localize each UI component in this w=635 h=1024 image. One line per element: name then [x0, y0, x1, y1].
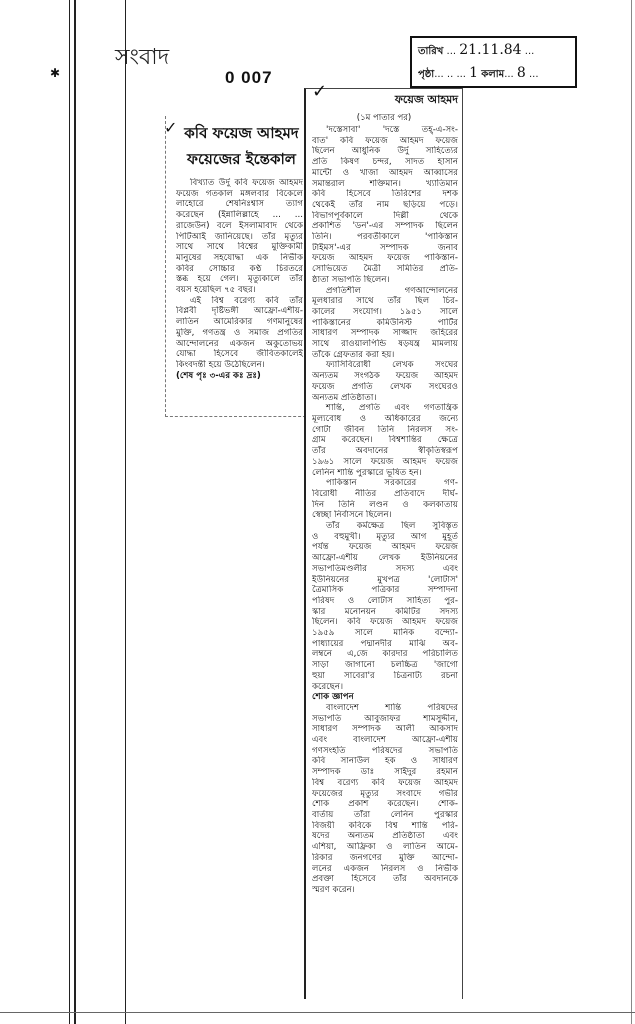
text-line: পরিষদ ও লোটাস সাহিত্য পুর- [312, 595, 458, 606]
text-line: বিশ্ব বরেণ্য কবি ফয়েজ আহমদ [312, 777, 458, 788]
text-line: শোক প্রকাশ করেছেন। শোক- [312, 799, 458, 810]
margin-rule [125, 0, 126, 1024]
text-line: প্রগতিশীল গণআন্দোলনের [326, 285, 458, 296]
margin-rule [74, 0, 76, 1024]
text-line: ও বহুমুখী। মৃত্যুর আগ মুহূর্ত [312, 531, 458, 542]
text-line: লাতিন আমেরিকার গণমানুষের [176, 317, 303, 328]
text-line: গোটা জীবন তিনি নিরলস সং- [312, 424, 458, 435]
text-line: গ্রাম করেছেন। বিশ্বশান্তির ক্ষেত্রে [312, 435, 458, 446]
text-line: ফয়েজ প্রগতি লেখক সংঘেরও [312, 381, 458, 392]
text-line: পর্যন্ত ফয়েজ আহমদ ফয়েজ [312, 542, 458, 553]
text-line: থেকেই তাঁর নাম ছড়িয়ে পড়ে। [312, 199, 458, 210]
text-line: পাকিস্তান সরকারের গণ- [326, 478, 458, 489]
text-line: ফ্যাসিবিরোধী লেখক সংঘের [326, 360, 458, 371]
text-line: লেনিন শান্তি পুরস্কারে ভূষিত হন। [312, 467, 422, 478]
text-line: স্কার মনোনয়ন কমিটির সদস্য [312, 606, 458, 617]
text-line: পিটিআই জানিয়েছে। তাঁর মৃত্যুর [176, 231, 303, 242]
bottom-rule [0, 1012, 635, 1013]
text-line: দিন তিনি লণ্ডন ও কলকাতায় [312, 499, 458, 510]
text-line: এবং বাংলাদেশ আফ্রো-এশীয় [312, 735, 458, 746]
text-line: ফয়েজ আহমদ ফয়েজ পাকিস্তান- [312, 253, 458, 264]
text-line: প্রবক্তা হিসেবে তাঁর অবদানকে [312, 874, 458, 885]
text-line: তাঁর অবদানের স্বীকৃতিস্বরূপ [312, 446, 458, 457]
text-line: এই বিশ্ব বরেণ্য কবি তাঁর [190, 295, 303, 306]
text-line: ছিলেন আধুনিক উর্দু সাহিত্যের [312, 146, 458, 157]
text-line: লনের একজন নিরলস ও নির্ভীক [312, 863, 458, 874]
text-line: সাড়া জাগানো চলচ্চিত্র 'জাগো [312, 660, 458, 671]
text-line: সোভিয়েত মৈত্রী সমিতির প্রতি- [312, 264, 458, 275]
text-line: কবি সানাউল হক ও সাধারণ [312, 756, 458, 767]
text-line: বাত' কবি ফয়েজ আহমদ ফয়েজ [312, 135, 458, 146]
article-body [166, 172, 306, 381]
text-line: কিংবদন্তী হয়ে উঠেছিলেন। [176, 359, 265, 370]
text-line: পাকিস্তানের কমিউনিস্ট পার্টির [312, 317, 458, 328]
text-line: টাইমস'-এর সম্পাদক জনাব [312, 242, 458, 253]
text-line: সাধারণ সম্পাদক আলী আকসাদ [312, 724, 458, 735]
text-line: সম্পাদক ডাঃ সাইদুর রহমান [312, 767, 458, 778]
text-line: গণসংহতি পরিষদের সভাপতি [312, 745, 458, 756]
text-line: বিভাগপূর্বকালে দিল্লী থেকে [312, 210, 458, 221]
text-line: ১৯৫৯ সালে মানিক বন্দ্যো- [312, 628, 458, 639]
headline [166, 116, 306, 172]
text-line: ফয়েজের মৃত্যুর সংবাদে গভীর [312, 788, 458, 799]
text-line: ইউনিয়নের মুখপত্র 'লোটাস' [312, 574, 458, 585]
text-line: কবির সোচ্চার কণ্ঠ চিরতরে [176, 263, 303, 274]
text-line: সমান্তরাল শক্তিমান। খ্যাতিমান [312, 178, 458, 189]
column-value: 8 [516, 65, 526, 81]
text-line: করেছেন। [312, 681, 344, 692]
text-line: প্রকাশিত 'ডন'-এর সম্পাদক ছিলেন [312, 221, 458, 232]
text-line: 'দস্তেসাবা' 'দস্তে তহ্-এ-সং- [326, 125, 458, 135]
text-line: সাথে সাথে বিশ্বের মুক্তিকামী [176, 242, 303, 253]
text-line: বিরোধী নীতির প্রতিবাদে দীর্ঘ- [312, 488, 458, 499]
text-line: বিজয়ী কবিকে বিশ্ব শান্তি পরি- [312, 820, 458, 831]
text-line: ষ্ঠাতা সভাপতি ছিলেন। [312, 274, 390, 285]
margin-rule [69, 0, 70, 1024]
article-body [306, 125, 462, 896]
headline-line-1: কবি ফয়েজ আহমদ [184, 124, 299, 142]
text-line: অন্যতম সংগঠক ফয়েজ আহমদ [312, 371, 458, 382]
date-stamp: তারিখ ... 21.11.84 ... পৃষ্ঠা... .. ... 1 কলাম... 8 ... [410, 36, 577, 88]
text-line: সাথে রাওয়ালপিন্ডি ষড়যন্ত্র মামলায় [312, 339, 458, 350]
text-line: পাধ্যায়ের পদ্মানদীর মাঝি অব- [312, 638, 458, 649]
text-line: লাহোরে শেষনিঃশ্বাস ত্যাগ [176, 199, 303, 210]
text-line: এশিয়া, আফ্রিকা ও লাতিন আমে- [312, 842, 458, 853]
text-line: করেছেন (ইন্নালিল্লাহে ... ... [176, 210, 303, 221]
text-line: স্তব্ধ হয়ে গেল। মৃত্যুকালে তাঁর [176, 274, 303, 285]
text-line: তাঁকে গ্রেফতার করা হয়। [312, 349, 395, 360]
text-line: বিখ্যাত উর্দু কবি ফয়েজ আহমদ [190, 178, 303, 188]
page-value: 1 [469, 65, 479, 81]
text-line: যোদ্ধা হিসেবে জীবিতকালেই [176, 349, 303, 360]
text-line: ষদের অন্যতম প্রতিষ্ঠাতা এবং [312, 831, 458, 842]
text-line: মান্টো ও খাজা আহমদ আব্বাসের [312, 167, 458, 178]
text-line: ত্রৈমাসিক পত্রিকার সম্পাদনা [312, 585, 458, 596]
check-mark-icon: ✓ [164, 118, 178, 137]
text-line: ১৯৬১ সালে ফয়েজ আহমদ ফয়েজ [312, 456, 458, 467]
margin-mark: ✱ [50, 66, 61, 80]
headline-line-2: ফয়েজের ইন্তেকাল [187, 150, 296, 168]
text-line: মানুষের সহযোদ্ধা এক নির্ভীক [176, 252, 303, 263]
column-label: কলাম [481, 69, 505, 80]
text-line: শান্তি, প্রগতি এবং গণতান্ত্রিক [326, 403, 458, 414]
text-line: সভাপতি আবুজাফর শামসুদ্দীন, [312, 713, 458, 724]
text-line: তিনি। পরবর্তীকালে 'পাকিস্তান [312, 232, 458, 243]
text-line: আন্দোলনের একজন অকুতোভয় [176, 338, 303, 349]
news-clipping-main [165, 116, 306, 417]
text-line: প্রতি কিষণ চন্দর, সাদত হাসান [312, 157, 458, 168]
page-label: পৃষ্ঠা [418, 69, 435, 80]
text-line: রাজেউন) বলে ইসলামাবাদ থেকে [176, 220, 303, 231]
text-line: সভাপতিমণ্ডলীর সদস্য এবং [312, 563, 458, 574]
text-line: ফয়েজ গতকাল মঙ্গলবার বিকেলে [176, 188, 303, 199]
date-label: তারিখ [418, 46, 444, 57]
news-clipping-continuation [304, 81, 463, 999]
text-line: কবি হিসেবে তিরিশের দশক [312, 189, 458, 200]
text-line: তাঁর কর্মক্ষেত্র ছিল সুবিস্তৃত [326, 521, 458, 532]
text-line: আফ্রো-এশীয় লেখক ইউনিয়নের [312, 553, 458, 564]
text-line: মুক্তি, গণতন্ত্র ও সমাজ প্রগতির [176, 327, 303, 338]
text-line: সাধারণ সম্পাদক সাজ্জাদ জহিরের [312, 328, 458, 339]
page-edge [631, 0, 632, 1024]
text-line: বার্তায় তাঁরা লেনিন পুরস্কার [312, 810, 458, 820]
text-line: মূলধারার সাথে তাঁর ছিল চির- [312, 296, 458, 307]
continuation-headline: ফয়েজ আহমদ [394, 93, 458, 106]
section-heading: শোক জ্ঞাপন [312, 692, 354, 703]
text-line: মূল্যবোধ ও অধিকারের জন্যে [312, 413, 458, 424]
text-line: অন্যতম প্রতিষ্ঠাতা। [312, 392, 377, 403]
date-value: 21.11.84 [459, 42, 522, 58]
text-line: হুয়া সাবেরা'র চিত্রনাট্য রচনা [312, 670, 458, 681]
reference-number: 0 007 [225, 68, 273, 87]
text-line: বিপ্লবী দৃষ্টিভঙ্গী আফ্রো-এশীয়- [176, 306, 303, 317]
text-line: কালের সংযোগ। ১৯৫১ সালে [312, 306, 458, 317]
check-mark-icon: ✓ [312, 81, 328, 102]
handwritten-newspaper-name: সংবাদ [115, 45, 170, 70]
text-line: স্বেচ্ছা নির্বাসনে ছিলেন। [312, 510, 392, 521]
text-line: বয়স হয়েছিল ৭৫ বছর। [176, 285, 256, 296]
text-line: রিকার জনগণের মুক্তি আন্দো- [312, 852, 458, 863]
text-line: বাংলাদেশ শান্তি পরিষদের [326, 702, 458, 713]
text-line: লম্বনে এ,জে কারদার পরিচালিত [312, 649, 458, 660]
section-heading: (শেষ পৃঃ ৩-এর কঃ দ্রঃ) [176, 370, 261, 381]
text-line: স্মরণ করেন। [312, 884, 355, 895]
text-line: ছিলেন। কবি ফয়েজ আহমদ ফয়েজ [312, 617, 458, 628]
continuation-note: (১ম পাতার পর) [356, 113, 412, 123]
